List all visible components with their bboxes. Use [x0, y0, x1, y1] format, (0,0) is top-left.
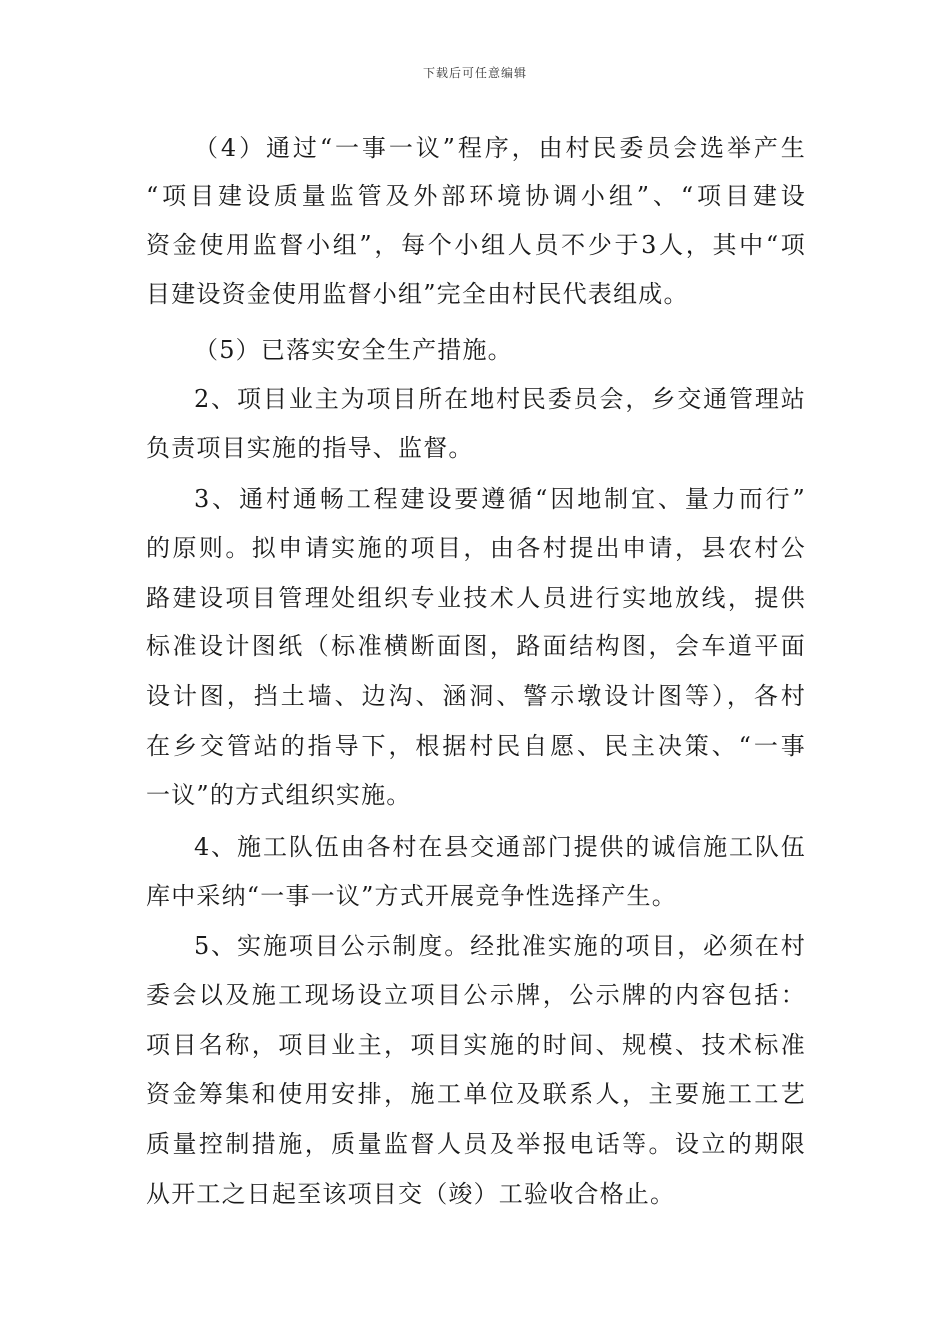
- text-line: 从开工之日起至该项目交（竣）工验收合格止。: [146, 1180, 676, 1208]
- text-line: 资金筹集和使用安排，施工单位及联系人，主要施工工艺: [146, 1080, 806, 1108]
- text-line: 路建设项目管理处组织专业技术人员进行实地放线，提供: [146, 584, 806, 612]
- text-line: “项目建设质量监管及外部环境协调小组”、“项目建设: [146, 182, 806, 210]
- text-line: （4）通过“一事一议”程序，由村民委员会选举产生: [194, 134, 806, 162]
- text-line: 一议”的方式组织实施。: [146, 781, 412, 809]
- text-line: 库中采纳“一事一议”方式开展竞争性选择产生。: [146, 882, 677, 910]
- text-line: （5）已落实安全生产措施。: [194, 336, 513, 364]
- text-line: 项目名称，项目业主，项目实施的时间、规模、技术标准: [146, 1031, 806, 1059]
- text-line: 4、施工队伍由各村在县交通部门提供的诚信施工队伍: [194, 833, 806, 861]
- text-line: 的原则。拟申请实施的项目，由各村提出申请，县农村公: [146, 534, 806, 562]
- text-line: 标准设计图纸（标准横断面图，路面结构图，会车道平面: [146, 632, 806, 660]
- text-line: 目建设资金使用监督小组”完全由村民代表组成。: [146, 280, 689, 308]
- text-line: 资金使用监督小组”，每个小组人员不少于3人，其中“项: [146, 231, 806, 259]
- text-line: 负责项目实施的指导、监督。: [146, 434, 474, 462]
- text-line: 在乡交管站的指导下，根据村民自愿、民主决策、“一事: [146, 732, 806, 760]
- text-line: 2、项目业主为项目所在地村民委员会，乡交通管理站: [194, 385, 806, 413]
- text-line: 质量控制措施，质量监督人员及举报电话等。设立的期限: [146, 1130, 806, 1158]
- text-line: 委会以及施工现场设立项目公示牌，公示牌的内容包括：: [146, 981, 806, 1009]
- text-line: 设计图，挡土墙、边沟、涵洞、警示墩设计图等），各村: [146, 682, 806, 710]
- text-line: 5、实施项目公示制度。经批准实施的项目，必须在村: [194, 932, 806, 960]
- header-note: 下载后可任意编辑: [422, 66, 527, 80]
- text-line: 3、通村通畅工程建设要遵循“因地制宜、量力而行”: [194, 485, 806, 513]
